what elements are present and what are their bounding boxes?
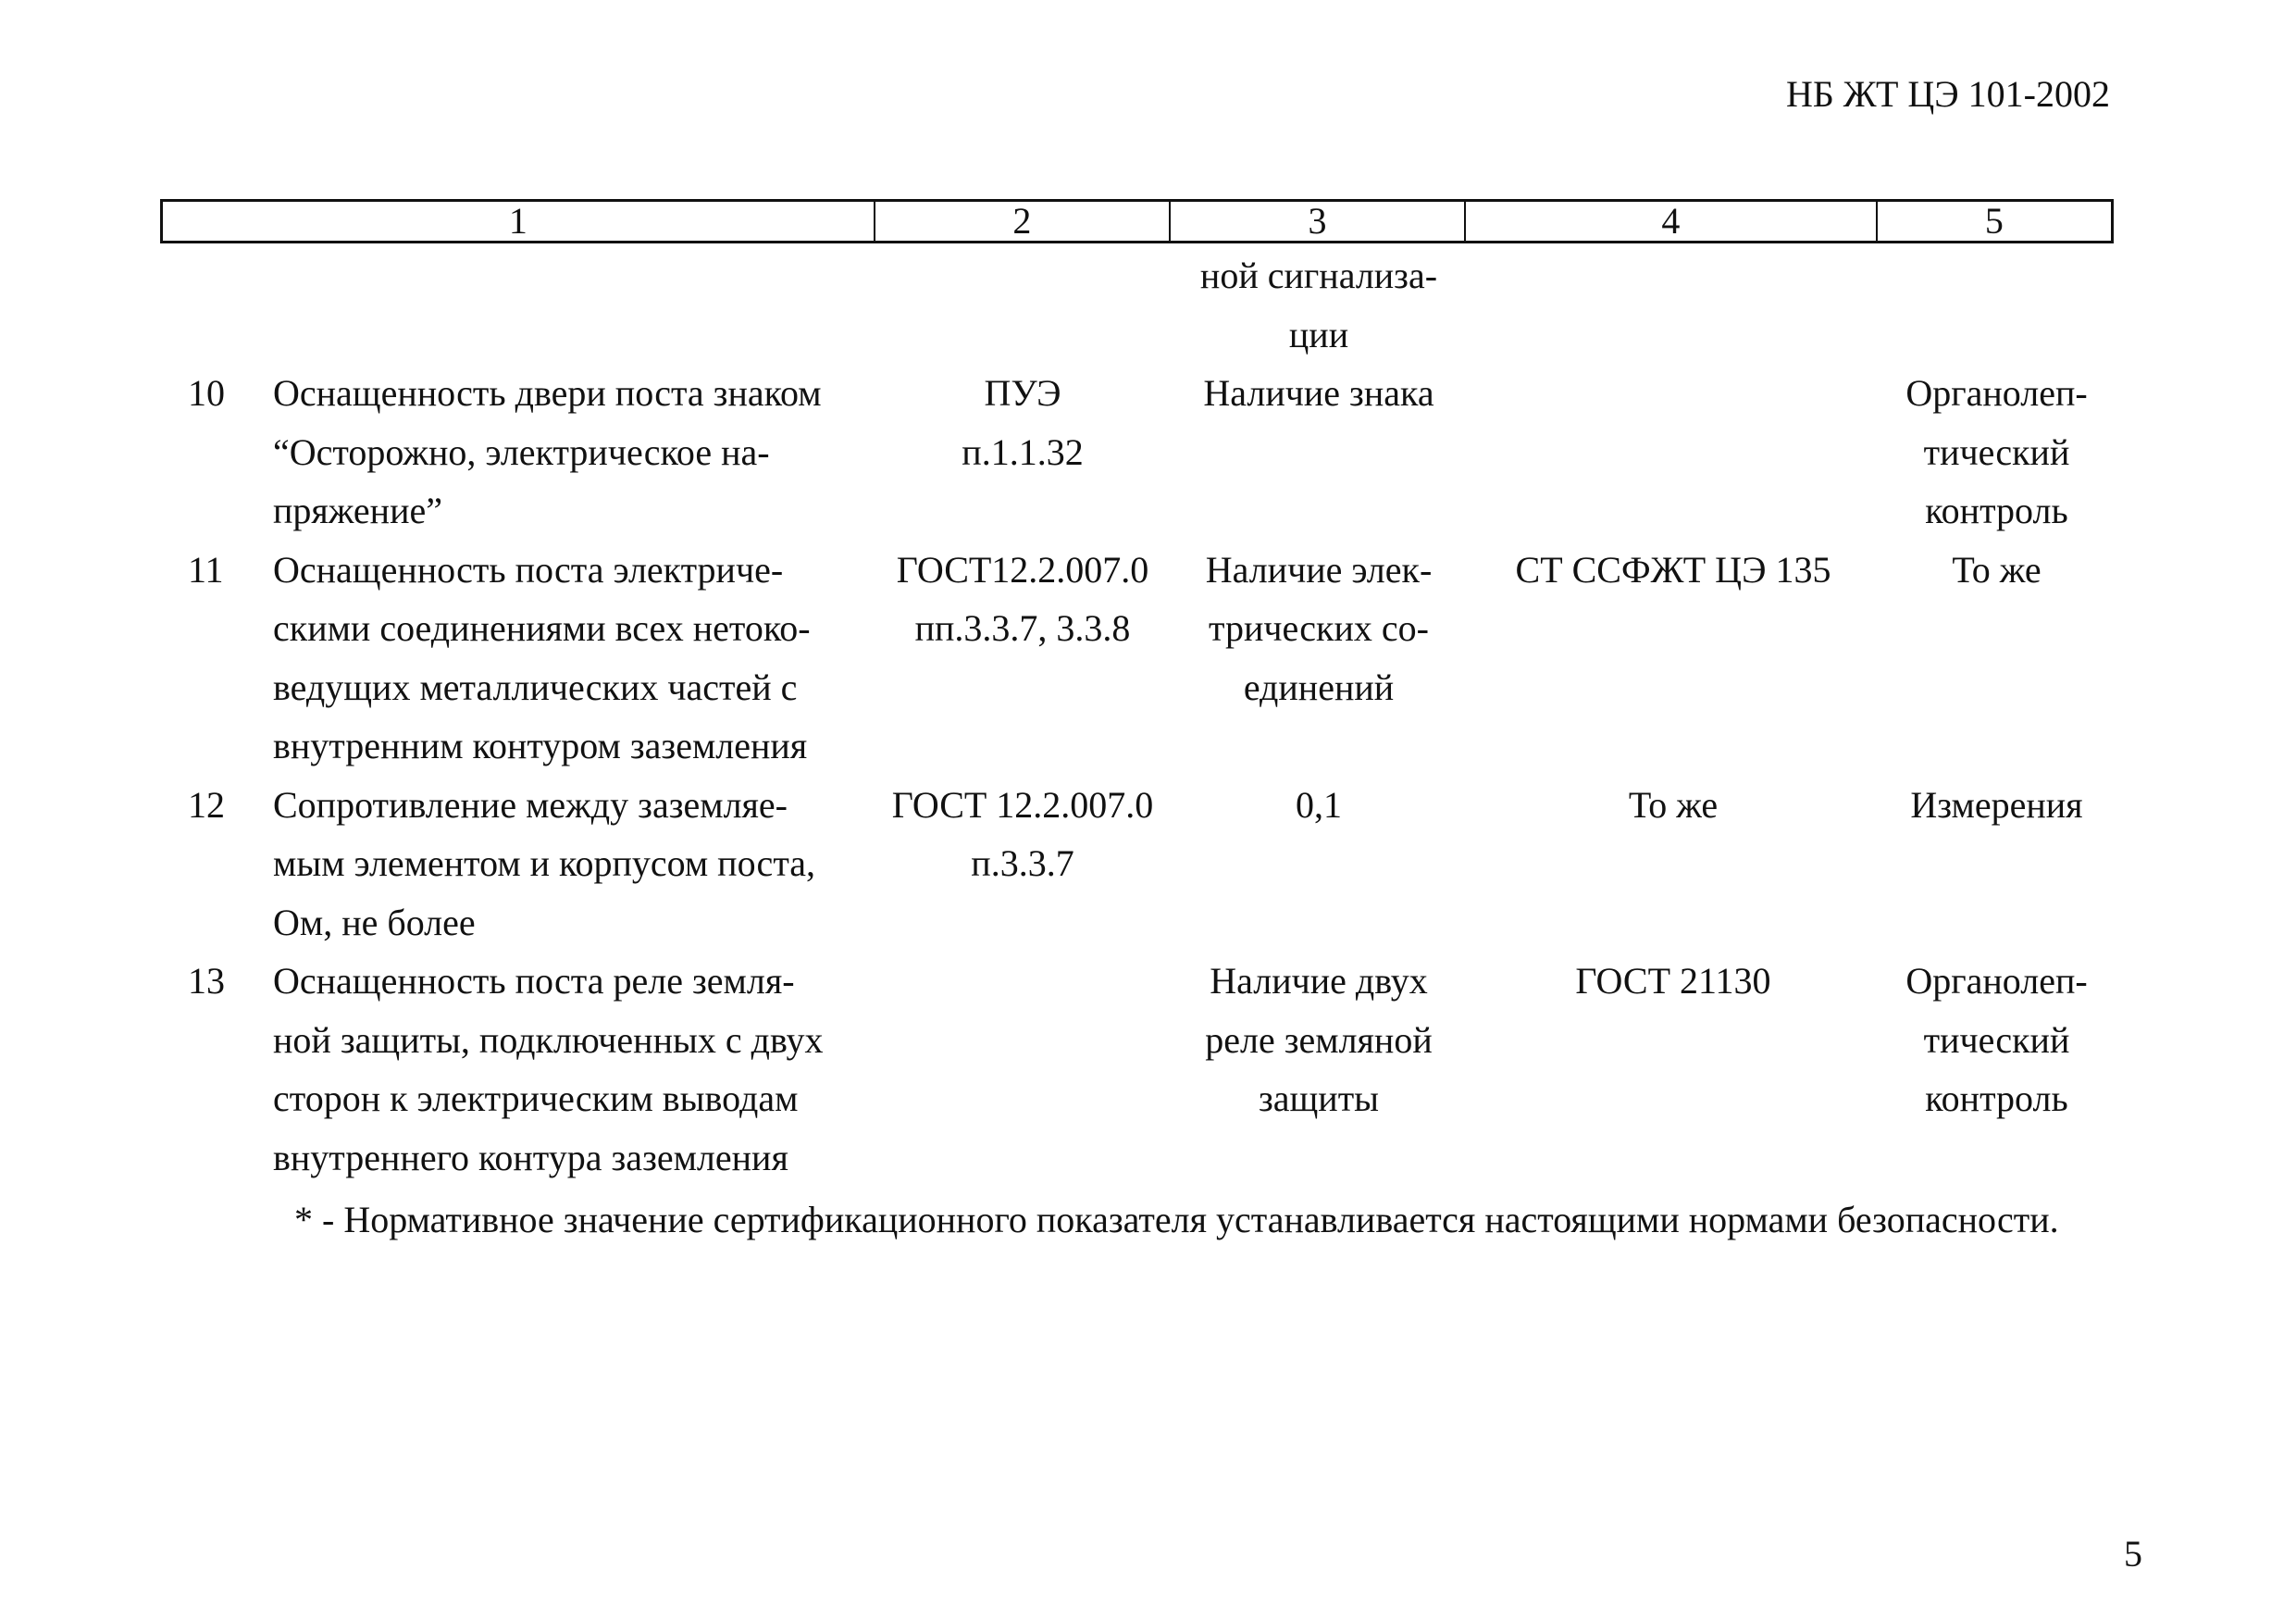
column-header-5: 5: [1984, 200, 2004, 242]
table-row: [160, 776, 2114, 953]
row-test-method-doc: То же: [1628, 783, 1719, 826]
row-description: Оснащенность поста электриче- скими соединениями всех нетоко- ведущих металлических частей с внутренним контуром заземления: [273, 548, 811, 766]
table-row-continuation: [160, 246, 2114, 364]
row-number: 13: [188, 960, 225, 1002]
row-control-method: Органолеп- тический контроль: [1905, 372, 2088, 531]
table-row: [160, 952, 2114, 1187]
row-norm-value: Наличие знака: [1203, 372, 1434, 414]
column-header-1: 1: [163, 202, 875, 241]
continuation-text: ной сигнализа- ции: [1199, 255, 1438, 355]
row-standard: ГОСТ12.2.007.0 пп.3.3.7, 3.3.8: [896, 548, 1149, 649]
row-test-method-doc: СТ ССФЖТ ЦЭ 135: [1515, 548, 1831, 591]
column-header-4: 4: [1466, 202, 1878, 241]
table-row: [160, 364, 2114, 541]
table-row: [160, 541, 2114, 776]
row-standard: ГОСТ 12.2.007.0 п.3.3.7: [891, 783, 1154, 884]
row-number: 11: [188, 548, 224, 591]
footnote: * - Нормативное значение сертификационного показателя устанавливается настоящими нормами безопасности.: [294, 1199, 2059, 1240]
row-norm-value: 0,1: [1296, 783, 1342, 826]
row-description: Оснащенность поста реле земля- ной защиты, подключенных с двух сторон к электрическим выводам внутреннего контура заземления: [273, 960, 824, 1178]
row-norm-value: Наличие элек- трических со- единений: [1205, 548, 1433, 708]
row-control-method: Органолеп- тический контроль: [1905, 960, 2088, 1119]
row-description: Сопротивление между заземляе- мым элементом и корпусом поста, Ом, не более: [273, 783, 816, 943]
row-control-method: То же: [1952, 548, 2042, 591]
row-description: Оснащенность двери поста знаком “Осторожно, электрическое на- пряжение”: [273, 372, 822, 531]
row-standard: ПУЭ п.1.1.32: [962, 372, 1084, 473]
column-header-2: 2: [875, 202, 1171, 241]
document-code: НБ ЖТ ЦЭ 101-2002: [1785, 73, 2110, 115]
row-number: 10: [188, 372, 225, 414]
table-header-row: [160, 199, 2114, 243]
table-body: [160, 246, 2114, 1187]
row-number: 12: [188, 783, 225, 826]
row-norm-value: Наличие двух реле земляной защиты: [1205, 960, 1433, 1119]
column-header-3: 3: [1171, 202, 1466, 241]
row-test-method-doc: ГОСТ 21130: [1575, 960, 1771, 1002]
page-number: 5: [2124, 1533, 2142, 1575]
row-control-method: Измерения: [1910, 783, 2083, 826]
